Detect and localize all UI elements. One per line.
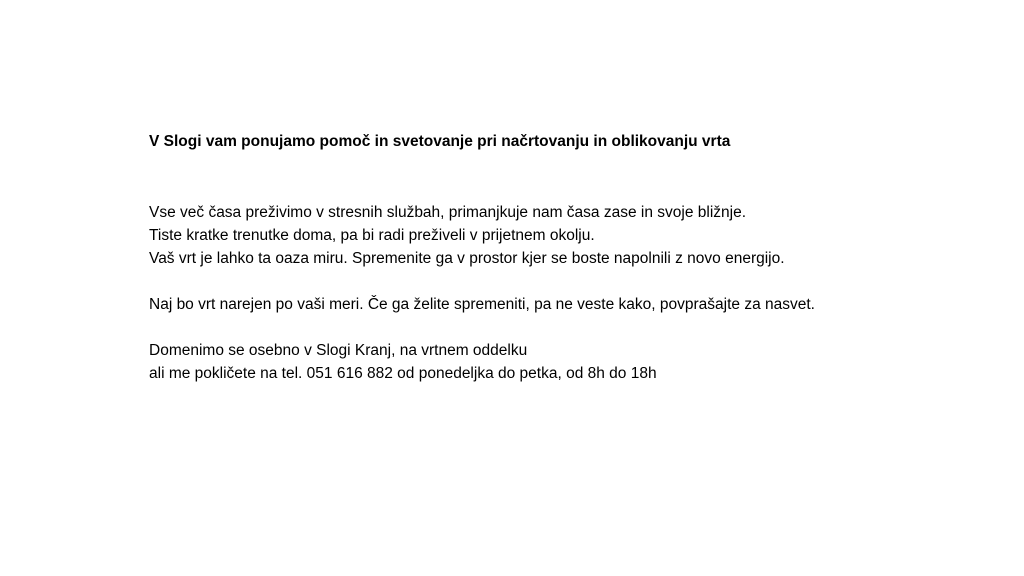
text-line: Vaš vrt je lahko ta oaza miru. Spremenite ga v prostor kjer se boste napolnili z novo energijo. bbox=[149, 250, 785, 267]
contact-line: ali me pokličete na tel. 051 616 882 od ponedeljka do petka, od 8h do 18h bbox=[149, 365, 657, 382]
slide-body bbox=[149, 201, 949, 385]
text-line: Tiste kratke trenutke doma, pa bi radi preživeli v prijetnem okolju. bbox=[149, 227, 595, 244]
slide-heading: V Slogi vam ponujamo pomoč in svetovanje pri načrtovanju in oblikovanju vrta bbox=[149, 133, 731, 150]
text-line: Naj bo vrt narejen po vaši meri. Če ga želite spremeniti, pa ne veste kako, povprašajte za nasvet. bbox=[149, 296, 815, 313]
paragraph-contact bbox=[149, 339, 949, 385]
paragraph-advice bbox=[149, 293, 949, 316]
paragraph-intro bbox=[149, 201, 949, 270]
text-line: Vse več časa preživimo v stresnih službah, primanjkuje nam časa zase in svoje bližnje. bbox=[149, 204, 747, 221]
text-line: Domenimo se osebno v Slogi Kranj, na vrtnem oddelku bbox=[149, 342, 528, 359]
